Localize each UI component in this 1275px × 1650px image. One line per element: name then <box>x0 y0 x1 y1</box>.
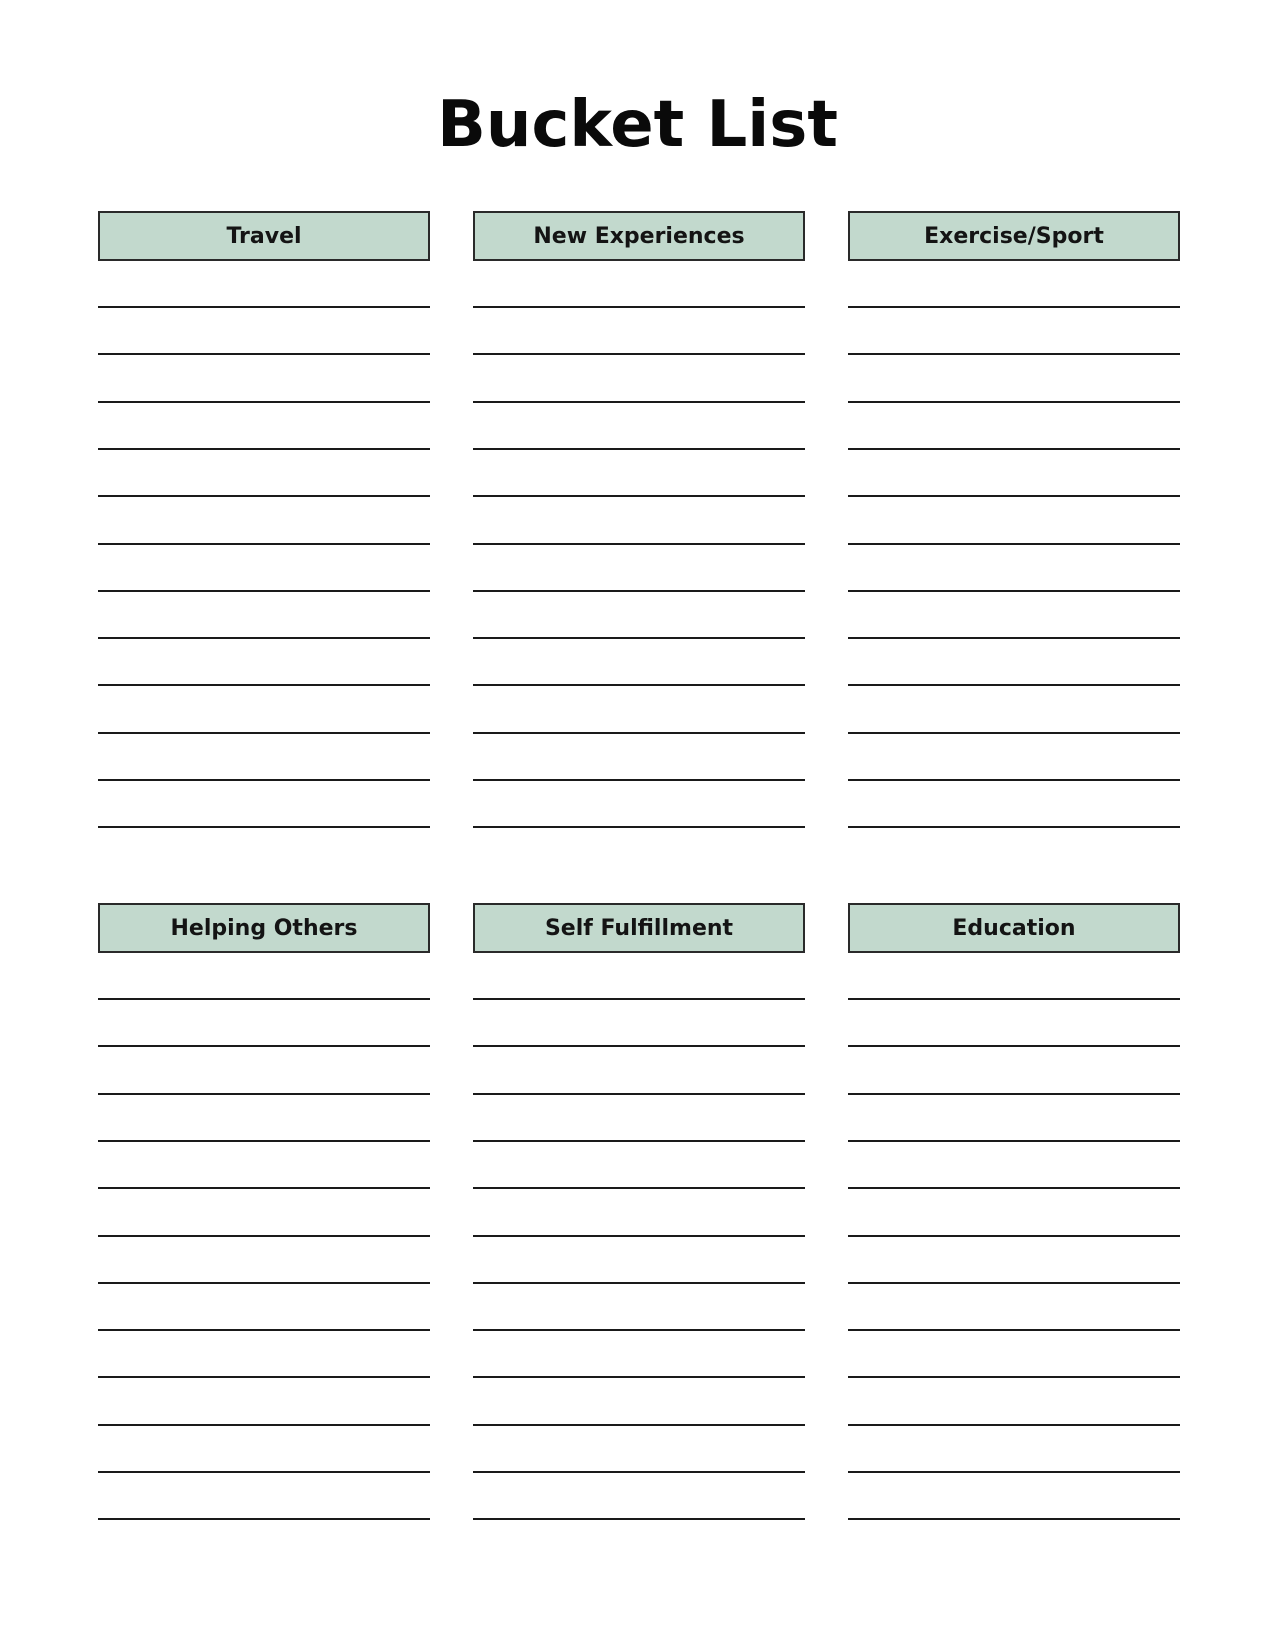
writing-line <box>473 1282 805 1284</box>
writing-line <box>848 1376 1180 1378</box>
writing-line <box>98 543 430 545</box>
writing-line <box>98 495 430 497</box>
section-exercise-sport <box>848 211 1180 261</box>
writing-line <box>473 448 805 450</box>
section-helping-others <box>98 903 430 953</box>
writing-line <box>848 1518 1180 1520</box>
writing-line <box>98 1282 430 1284</box>
writing-line <box>848 826 1180 828</box>
writing-line <box>848 448 1180 450</box>
writing-line <box>848 1187 1180 1189</box>
writing-line <box>473 779 805 781</box>
writing-line <box>98 590 430 592</box>
writing-line <box>848 495 1180 497</box>
writing-line <box>473 1235 805 1237</box>
writing-line <box>473 826 805 828</box>
writing-line <box>848 1282 1180 1284</box>
writing-line <box>473 306 805 308</box>
writing-line <box>98 1329 430 1331</box>
section-header: Travel <box>98 211 430 261</box>
writing-line <box>848 353 1180 355</box>
writing-line <box>98 1187 430 1189</box>
section-header: New Experiences <box>473 211 805 261</box>
writing-line <box>848 1235 1180 1237</box>
writing-line <box>473 1093 805 1095</box>
writing-line <box>98 998 430 1000</box>
writing-line <box>98 448 430 450</box>
writing-line <box>848 1045 1180 1047</box>
writing-line <box>473 1140 805 1142</box>
writing-line <box>473 1045 805 1047</box>
writing-line <box>848 779 1180 781</box>
section-education <box>848 903 1180 953</box>
writing-line <box>98 1140 430 1142</box>
writing-line <box>848 1471 1180 1473</box>
writing-line <box>473 495 805 497</box>
writing-line <box>98 1518 430 1520</box>
writing-line <box>473 1376 805 1378</box>
writing-line <box>848 590 1180 592</box>
writing-line <box>848 306 1180 308</box>
writing-line <box>848 543 1180 545</box>
writing-line <box>98 684 430 686</box>
writing-line <box>473 1424 805 1426</box>
writing-line <box>848 684 1180 686</box>
section-header: Education <box>848 903 1180 953</box>
writing-line <box>98 1376 430 1378</box>
section-travel <box>98 211 430 261</box>
page-title: Bucket List <box>437 88 838 162</box>
writing-line <box>848 401 1180 403</box>
writing-line <box>98 1424 430 1426</box>
writing-line <box>473 637 805 639</box>
writing-line <box>98 732 430 734</box>
writing-line <box>473 401 805 403</box>
section-new-experiences <box>473 211 805 261</box>
writing-line <box>473 1329 805 1331</box>
writing-line <box>848 1140 1180 1142</box>
writing-line <box>473 353 805 355</box>
writing-line <box>848 1424 1180 1426</box>
section-header: Self Fulfillment <box>473 903 805 953</box>
writing-line <box>473 1187 805 1189</box>
writing-line <box>848 732 1180 734</box>
writing-line <box>98 826 430 828</box>
writing-line <box>848 637 1180 639</box>
writing-line <box>473 1518 805 1520</box>
writing-line <box>473 684 805 686</box>
writing-line <box>98 637 430 639</box>
writing-line <box>98 779 430 781</box>
writing-line <box>98 1093 430 1095</box>
writing-line <box>98 401 430 403</box>
writing-line <box>98 353 430 355</box>
writing-line <box>473 998 805 1000</box>
writing-line <box>473 732 805 734</box>
writing-line <box>98 1045 430 1047</box>
writing-line <box>848 1329 1180 1331</box>
writing-line <box>98 306 430 308</box>
writing-line <box>98 1471 430 1473</box>
writing-line <box>848 1093 1180 1095</box>
writing-line <box>473 543 805 545</box>
section-header: Helping Others <box>98 903 430 953</box>
writing-line <box>473 590 805 592</box>
writing-line <box>473 1471 805 1473</box>
writing-line <box>98 1235 430 1237</box>
writing-line <box>848 998 1180 1000</box>
section-header: Exercise/Sport <box>848 211 1180 261</box>
section-self-fulfillment <box>473 903 805 953</box>
